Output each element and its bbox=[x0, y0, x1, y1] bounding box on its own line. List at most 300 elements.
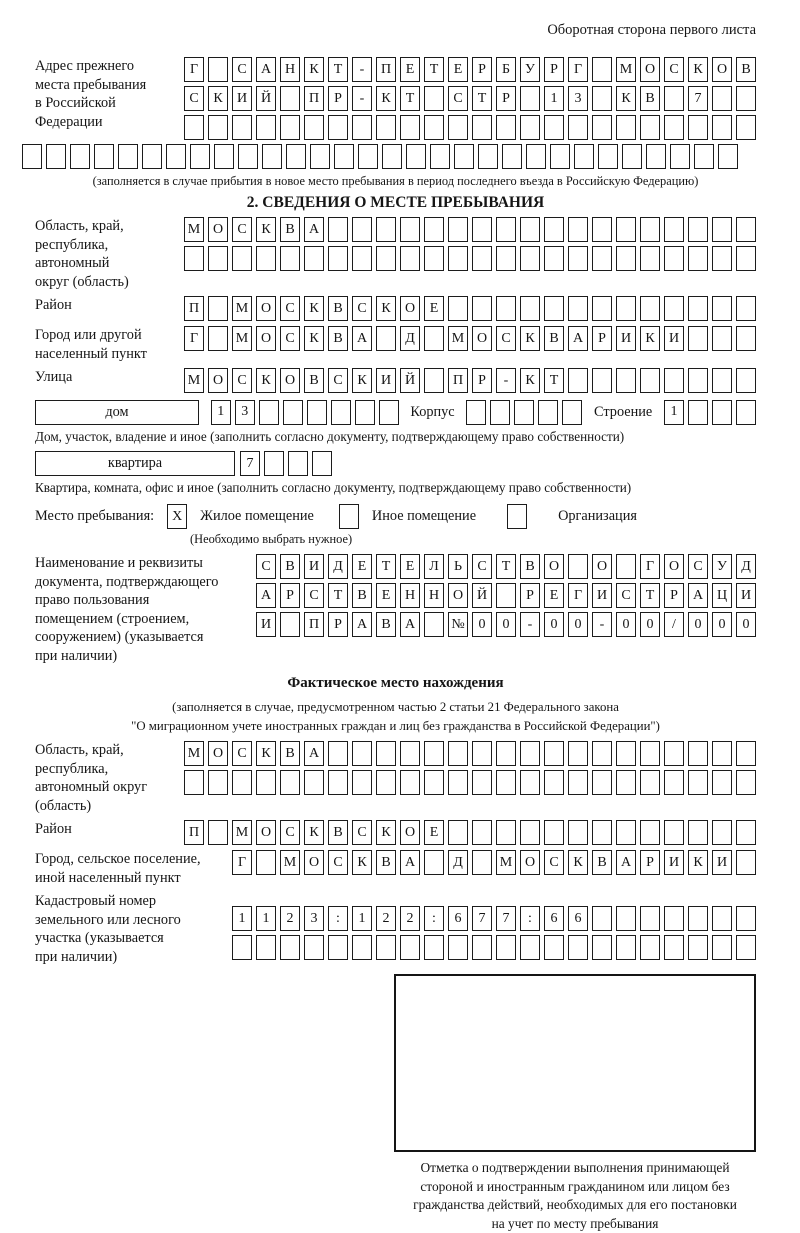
char-box[interactable]: М bbox=[232, 820, 252, 845]
char-box[interactable]: С bbox=[496, 326, 516, 351]
char-box[interactable] bbox=[664, 770, 684, 795]
char-box[interactable]: 0 bbox=[736, 612, 756, 637]
char-box[interactable] bbox=[520, 770, 540, 795]
char-box[interactable]: Р bbox=[280, 583, 300, 608]
char-box[interactable]: О bbox=[520, 850, 540, 875]
char-box[interactable]: В bbox=[352, 583, 372, 608]
char-box[interactable]: А bbox=[688, 583, 708, 608]
char-box[interactable]: Т bbox=[640, 583, 660, 608]
char-box[interactable]: Е bbox=[448, 57, 468, 82]
char-box[interactable] bbox=[688, 906, 708, 931]
char-box[interactable]: 1 bbox=[232, 906, 252, 931]
char-box[interactable]: В bbox=[280, 741, 300, 766]
char-box[interactable]: / bbox=[664, 612, 684, 637]
char-box[interactable]: У bbox=[520, 57, 540, 82]
char-box[interactable]: К bbox=[568, 850, 588, 875]
char-box[interactable]: А bbox=[400, 612, 420, 637]
char-box[interactable]: С bbox=[616, 583, 636, 608]
char-box[interactable]: С bbox=[544, 850, 564, 875]
char-box[interactable] bbox=[568, 820, 588, 845]
char-box[interactable] bbox=[712, 326, 732, 351]
char-box[interactable] bbox=[472, 850, 492, 875]
char-box[interactable]: С bbox=[448, 86, 468, 111]
char-box[interactable] bbox=[736, 368, 756, 393]
char-box[interactable]: О bbox=[208, 368, 228, 393]
char-box[interactable] bbox=[232, 935, 252, 960]
char-box[interactable]: С bbox=[280, 820, 300, 845]
char-box[interactable]: О bbox=[400, 296, 420, 321]
char-box[interactable]: К bbox=[688, 850, 708, 875]
char-box[interactable]: 6 bbox=[448, 906, 468, 931]
char-box[interactable] bbox=[544, 770, 564, 795]
char-box[interactable] bbox=[307, 400, 327, 425]
char-box[interactable]: С bbox=[472, 554, 492, 579]
char-box[interactable] bbox=[526, 144, 546, 169]
char-box[interactable] bbox=[592, 217, 612, 242]
char-box[interactable] bbox=[496, 583, 516, 608]
char-box[interactable] bbox=[331, 400, 351, 425]
char-box[interactable] bbox=[712, 217, 732, 242]
char-box[interactable] bbox=[430, 144, 450, 169]
char-box[interactable] bbox=[400, 770, 420, 795]
char-box[interactable]: М bbox=[184, 741, 204, 766]
char-box[interactable]: Ь bbox=[448, 554, 468, 579]
char-box[interactable] bbox=[376, 770, 396, 795]
char-box[interactable]: Р bbox=[664, 583, 684, 608]
char-box[interactable] bbox=[478, 144, 498, 169]
char-box[interactable] bbox=[664, 246, 684, 271]
char-box[interactable] bbox=[208, 326, 228, 351]
char-box[interactable] bbox=[688, 820, 708, 845]
char-box[interactable] bbox=[616, 906, 636, 931]
char-box[interactable]: П bbox=[448, 368, 468, 393]
checkbox-organizatsiya[interactable] bbox=[507, 504, 527, 529]
char-box[interactable]: Т bbox=[544, 368, 564, 393]
char-box[interactable]: О bbox=[664, 554, 684, 579]
char-box[interactable]: Е bbox=[424, 820, 444, 845]
char-box[interactable] bbox=[568, 770, 588, 795]
char-box[interactable]: 3 bbox=[304, 906, 324, 931]
char-box[interactable] bbox=[355, 400, 375, 425]
char-box[interactable] bbox=[304, 770, 324, 795]
char-box[interactable] bbox=[288, 451, 308, 476]
char-box[interactable]: О bbox=[256, 296, 276, 321]
char-box[interactable]: К bbox=[640, 326, 660, 351]
char-box[interactable]: В bbox=[520, 554, 540, 579]
char-box[interactable] bbox=[400, 217, 420, 242]
char-box[interactable]: И bbox=[232, 86, 252, 111]
char-box[interactable] bbox=[328, 246, 348, 271]
char-box[interactable]: Р bbox=[472, 368, 492, 393]
char-box[interactable]: П bbox=[376, 57, 396, 82]
char-box[interactable]: И bbox=[712, 850, 732, 875]
char-box[interactable]: Р bbox=[520, 583, 540, 608]
char-box[interactable]: С bbox=[352, 820, 372, 845]
char-box[interactable]: О bbox=[640, 57, 660, 82]
char-box[interactable] bbox=[496, 770, 516, 795]
char-box[interactable]: К bbox=[520, 326, 540, 351]
char-box[interactable]: У bbox=[712, 554, 732, 579]
char-box[interactable] bbox=[616, 115, 636, 140]
char-box[interactable]: 1 bbox=[544, 86, 564, 111]
char-box[interactable] bbox=[736, 741, 756, 766]
char-box[interactable] bbox=[382, 144, 402, 169]
char-box[interactable] bbox=[424, 368, 444, 393]
char-box[interactable] bbox=[490, 400, 510, 425]
char-box[interactable] bbox=[376, 246, 396, 271]
char-box[interactable] bbox=[736, 400, 756, 425]
char-box[interactable]: 0 bbox=[568, 612, 588, 637]
char-box[interactable] bbox=[424, 935, 444, 960]
char-box[interactable]: - bbox=[496, 368, 516, 393]
char-box[interactable]: - bbox=[352, 57, 372, 82]
char-box[interactable]: А bbox=[616, 850, 636, 875]
char-box[interactable] bbox=[712, 368, 732, 393]
char-box[interactable]: К bbox=[304, 326, 324, 351]
char-box[interactable] bbox=[616, 368, 636, 393]
char-box[interactable] bbox=[664, 115, 684, 140]
char-box[interactable] bbox=[208, 115, 228, 140]
char-box[interactable] bbox=[448, 296, 468, 321]
char-box[interactable] bbox=[514, 400, 534, 425]
char-box[interactable] bbox=[736, 296, 756, 321]
char-box[interactable] bbox=[472, 246, 492, 271]
char-box[interactable] bbox=[142, 144, 162, 169]
char-box[interactable] bbox=[688, 741, 708, 766]
char-box[interactable]: М bbox=[184, 217, 204, 242]
char-box[interactable]: К bbox=[304, 820, 324, 845]
char-box[interactable] bbox=[496, 115, 516, 140]
char-box[interactable]: О bbox=[208, 741, 228, 766]
char-box[interactable] bbox=[664, 820, 684, 845]
char-box[interactable]: К bbox=[304, 57, 324, 82]
char-box[interactable]: К bbox=[616, 86, 636, 111]
char-box[interactable]: О bbox=[280, 368, 300, 393]
char-box[interactable] bbox=[664, 296, 684, 321]
char-box[interactable]: Р bbox=[472, 57, 492, 82]
char-box[interactable]: С bbox=[232, 741, 252, 766]
char-box[interactable] bbox=[238, 144, 258, 169]
char-box[interactable] bbox=[544, 115, 564, 140]
char-box[interactable]: К bbox=[376, 86, 396, 111]
char-box[interactable] bbox=[256, 246, 276, 271]
char-box[interactable] bbox=[664, 86, 684, 111]
char-box[interactable]: С bbox=[328, 850, 348, 875]
char-box[interactable] bbox=[400, 741, 420, 766]
char-box[interactable]: С bbox=[232, 217, 252, 242]
char-box[interactable] bbox=[592, 246, 612, 271]
char-box[interactable] bbox=[376, 741, 396, 766]
char-box[interactable] bbox=[598, 144, 618, 169]
char-box[interactable] bbox=[664, 935, 684, 960]
char-box[interactable] bbox=[334, 144, 354, 169]
char-box[interactable]: Д bbox=[448, 850, 468, 875]
char-box[interactable] bbox=[454, 144, 474, 169]
char-box[interactable]: Т bbox=[376, 554, 396, 579]
char-box[interactable] bbox=[256, 770, 276, 795]
char-box[interactable]: 7 bbox=[496, 906, 516, 931]
char-box[interactable] bbox=[736, 326, 756, 351]
char-box[interactable] bbox=[640, 906, 660, 931]
char-box[interactable] bbox=[568, 368, 588, 393]
char-box[interactable]: В bbox=[376, 850, 396, 875]
char-box[interactable]: 3 bbox=[235, 400, 255, 425]
char-box[interactable] bbox=[448, 820, 468, 845]
char-box[interactable] bbox=[646, 144, 666, 169]
char-box[interactable]: О bbox=[448, 583, 468, 608]
char-box[interactable]: Р bbox=[544, 57, 564, 82]
char-box[interactable]: Л bbox=[424, 554, 444, 579]
char-box[interactable] bbox=[406, 144, 426, 169]
char-box[interactable] bbox=[736, 935, 756, 960]
char-box[interactable]: Е bbox=[400, 57, 420, 82]
char-box[interactable] bbox=[640, 296, 660, 321]
char-box[interactable]: Т bbox=[328, 57, 348, 82]
char-box[interactable] bbox=[592, 57, 612, 82]
char-box[interactable] bbox=[568, 115, 588, 140]
char-box[interactable]: 2 bbox=[376, 906, 396, 931]
char-box[interactable] bbox=[46, 144, 66, 169]
char-box[interactable]: 0 bbox=[544, 612, 564, 637]
char-box[interactable]: Р bbox=[328, 612, 348, 637]
char-box[interactable] bbox=[550, 144, 570, 169]
char-box[interactable] bbox=[424, 246, 444, 271]
char-box[interactable] bbox=[640, 741, 660, 766]
char-box[interactable] bbox=[259, 400, 279, 425]
char-box[interactable]: К bbox=[256, 217, 276, 242]
char-box[interactable] bbox=[22, 144, 42, 169]
char-box[interactable] bbox=[184, 770, 204, 795]
char-box[interactable]: М bbox=[448, 326, 468, 351]
char-box[interactable]: К bbox=[520, 368, 540, 393]
char-box[interactable] bbox=[400, 115, 420, 140]
char-box[interactable]: Р bbox=[640, 850, 660, 875]
char-box[interactable] bbox=[616, 741, 636, 766]
char-box[interactable] bbox=[208, 57, 228, 82]
char-box[interactable] bbox=[280, 246, 300, 271]
char-box[interactable]: К bbox=[208, 86, 228, 111]
char-box[interactable]: О bbox=[544, 554, 564, 579]
char-box[interactable] bbox=[664, 368, 684, 393]
char-box[interactable]: № bbox=[448, 612, 468, 637]
char-box[interactable] bbox=[616, 554, 636, 579]
char-box[interactable]: А bbox=[256, 57, 276, 82]
char-box[interactable]: И bbox=[304, 554, 324, 579]
char-box[interactable]: Й bbox=[472, 583, 492, 608]
char-box[interactable]: В bbox=[736, 57, 756, 82]
char-box[interactable] bbox=[208, 246, 228, 271]
char-box[interactable] bbox=[616, 820, 636, 845]
char-box[interactable]: С bbox=[280, 296, 300, 321]
char-box[interactable] bbox=[352, 246, 372, 271]
char-box[interactable] bbox=[400, 935, 420, 960]
char-box[interactable]: Р bbox=[328, 86, 348, 111]
char-box[interactable] bbox=[592, 820, 612, 845]
char-box[interactable]: К bbox=[352, 368, 372, 393]
dom-write-in-field[interactable]: дом bbox=[35, 400, 199, 425]
char-box[interactable] bbox=[664, 906, 684, 931]
char-box[interactable] bbox=[448, 935, 468, 960]
char-box[interactable]: И bbox=[592, 583, 612, 608]
char-box[interactable]: И bbox=[664, 326, 684, 351]
char-box[interactable]: С bbox=[184, 86, 204, 111]
checkbox-zhiloe[interactable]: X bbox=[167, 504, 187, 529]
char-box[interactable] bbox=[70, 144, 90, 169]
char-box[interactable]: Н bbox=[424, 583, 444, 608]
char-box[interactable] bbox=[736, 217, 756, 242]
char-box[interactable] bbox=[592, 770, 612, 795]
char-box[interactable] bbox=[616, 296, 636, 321]
char-box[interactable] bbox=[640, 368, 660, 393]
char-box[interactable]: М bbox=[616, 57, 636, 82]
char-box[interactable]: Е bbox=[400, 554, 420, 579]
char-box[interactable] bbox=[712, 86, 732, 111]
char-box[interactable] bbox=[400, 246, 420, 271]
char-box[interactable]: М bbox=[184, 368, 204, 393]
char-box[interactable]: Т bbox=[328, 583, 348, 608]
char-box[interactable] bbox=[568, 246, 588, 271]
char-box[interactable]: П bbox=[304, 612, 324, 637]
kvartira-write-in-field[interactable]: квартира bbox=[35, 451, 235, 476]
char-box[interactable] bbox=[472, 820, 492, 845]
char-box[interactable]: 0 bbox=[712, 612, 732, 637]
char-box[interactable]: Ц bbox=[712, 583, 732, 608]
char-box[interactable] bbox=[544, 217, 564, 242]
char-box[interactable] bbox=[712, 400, 732, 425]
checkbox-inoe[interactable] bbox=[339, 504, 359, 529]
char-box[interactable] bbox=[592, 906, 612, 931]
char-box[interactable] bbox=[520, 296, 540, 321]
char-box[interactable] bbox=[262, 144, 282, 169]
char-box[interactable] bbox=[736, 86, 756, 111]
char-box[interactable]: О bbox=[472, 326, 492, 351]
char-box[interactable] bbox=[256, 115, 276, 140]
char-box[interactable] bbox=[640, 115, 660, 140]
char-box[interactable] bbox=[184, 246, 204, 271]
char-box[interactable]: Т bbox=[400, 86, 420, 111]
char-box[interactable] bbox=[568, 217, 588, 242]
char-box[interactable]: С bbox=[328, 368, 348, 393]
char-box[interactable] bbox=[520, 115, 540, 140]
char-box[interactable]: Г bbox=[640, 554, 660, 579]
char-box[interactable]: : bbox=[424, 906, 444, 931]
char-box[interactable]: С bbox=[232, 368, 252, 393]
char-box[interactable] bbox=[328, 741, 348, 766]
char-box[interactable]: В bbox=[592, 850, 612, 875]
char-box[interactable] bbox=[304, 935, 324, 960]
char-box[interactable] bbox=[712, 820, 732, 845]
char-box[interactable] bbox=[592, 115, 612, 140]
char-box[interactable]: Р bbox=[592, 326, 612, 351]
char-box[interactable] bbox=[640, 820, 660, 845]
char-box[interactable] bbox=[448, 115, 468, 140]
char-box[interactable] bbox=[472, 741, 492, 766]
char-box[interactable] bbox=[688, 400, 708, 425]
char-box[interactable]: М bbox=[496, 850, 516, 875]
char-box[interactable] bbox=[640, 770, 660, 795]
char-box[interactable] bbox=[712, 115, 732, 140]
char-box[interactable]: Е bbox=[544, 583, 564, 608]
char-box[interactable]: А bbox=[352, 326, 372, 351]
char-box[interactable] bbox=[520, 86, 540, 111]
char-box[interactable] bbox=[286, 144, 306, 169]
char-box[interactable]: С bbox=[688, 554, 708, 579]
char-box[interactable] bbox=[688, 770, 708, 795]
char-box[interactable] bbox=[232, 246, 252, 271]
char-box[interactable] bbox=[688, 935, 708, 960]
char-box[interactable]: К bbox=[304, 296, 324, 321]
char-box[interactable] bbox=[376, 326, 396, 351]
char-box[interactable] bbox=[736, 770, 756, 795]
char-box[interactable] bbox=[538, 400, 558, 425]
char-box[interactable]: К bbox=[688, 57, 708, 82]
char-box[interactable]: К bbox=[256, 741, 276, 766]
char-box[interactable]: - bbox=[520, 612, 540, 637]
char-box[interactable]: А bbox=[304, 217, 324, 242]
char-box[interactable] bbox=[520, 935, 540, 960]
char-box[interactable]: О bbox=[208, 217, 228, 242]
char-box[interactable] bbox=[376, 115, 396, 140]
char-box[interactable]: - bbox=[352, 86, 372, 111]
char-box[interactable] bbox=[376, 217, 396, 242]
char-box[interactable] bbox=[568, 296, 588, 321]
char-box[interactable]: Р bbox=[496, 86, 516, 111]
char-box[interactable] bbox=[736, 850, 756, 875]
char-box[interactable] bbox=[472, 935, 492, 960]
char-box[interactable]: О bbox=[712, 57, 732, 82]
char-box[interactable] bbox=[232, 115, 252, 140]
char-box[interactable] bbox=[688, 246, 708, 271]
char-box[interactable]: П bbox=[184, 296, 204, 321]
char-box[interactable] bbox=[592, 741, 612, 766]
char-box[interactable] bbox=[328, 217, 348, 242]
char-box[interactable] bbox=[568, 741, 588, 766]
char-box[interactable] bbox=[640, 246, 660, 271]
char-box[interactable]: И bbox=[736, 583, 756, 608]
char-box[interactable] bbox=[694, 144, 714, 169]
char-box[interactable]: В bbox=[328, 296, 348, 321]
char-box[interactable]: В bbox=[280, 554, 300, 579]
char-box[interactable]: Д bbox=[328, 554, 348, 579]
char-box[interactable] bbox=[496, 246, 516, 271]
char-box[interactable]: И bbox=[616, 326, 636, 351]
char-box[interactable]: И bbox=[256, 612, 276, 637]
char-box[interactable] bbox=[736, 246, 756, 271]
char-box[interactable] bbox=[352, 935, 372, 960]
char-box[interactable] bbox=[118, 144, 138, 169]
char-box[interactable] bbox=[496, 741, 516, 766]
char-box[interactable]: Д bbox=[736, 554, 756, 579]
char-box[interactable] bbox=[544, 246, 564, 271]
char-box[interactable] bbox=[712, 935, 732, 960]
char-box[interactable] bbox=[352, 217, 372, 242]
char-box[interactable]: 7 bbox=[472, 906, 492, 931]
char-box[interactable] bbox=[520, 217, 540, 242]
char-box[interactable] bbox=[736, 115, 756, 140]
char-box[interactable] bbox=[208, 296, 228, 321]
char-box[interactable]: 2 bbox=[400, 906, 420, 931]
char-box[interactable] bbox=[544, 935, 564, 960]
char-box[interactable]: В bbox=[640, 86, 660, 111]
char-box[interactable] bbox=[304, 115, 324, 140]
char-box[interactable] bbox=[328, 770, 348, 795]
char-box[interactable]: О bbox=[400, 820, 420, 845]
char-box[interactable]: 0 bbox=[616, 612, 636, 637]
char-box[interactable] bbox=[592, 86, 612, 111]
char-box[interactable] bbox=[424, 115, 444, 140]
char-box[interactable] bbox=[592, 935, 612, 960]
char-box[interactable]: 7 bbox=[240, 451, 260, 476]
